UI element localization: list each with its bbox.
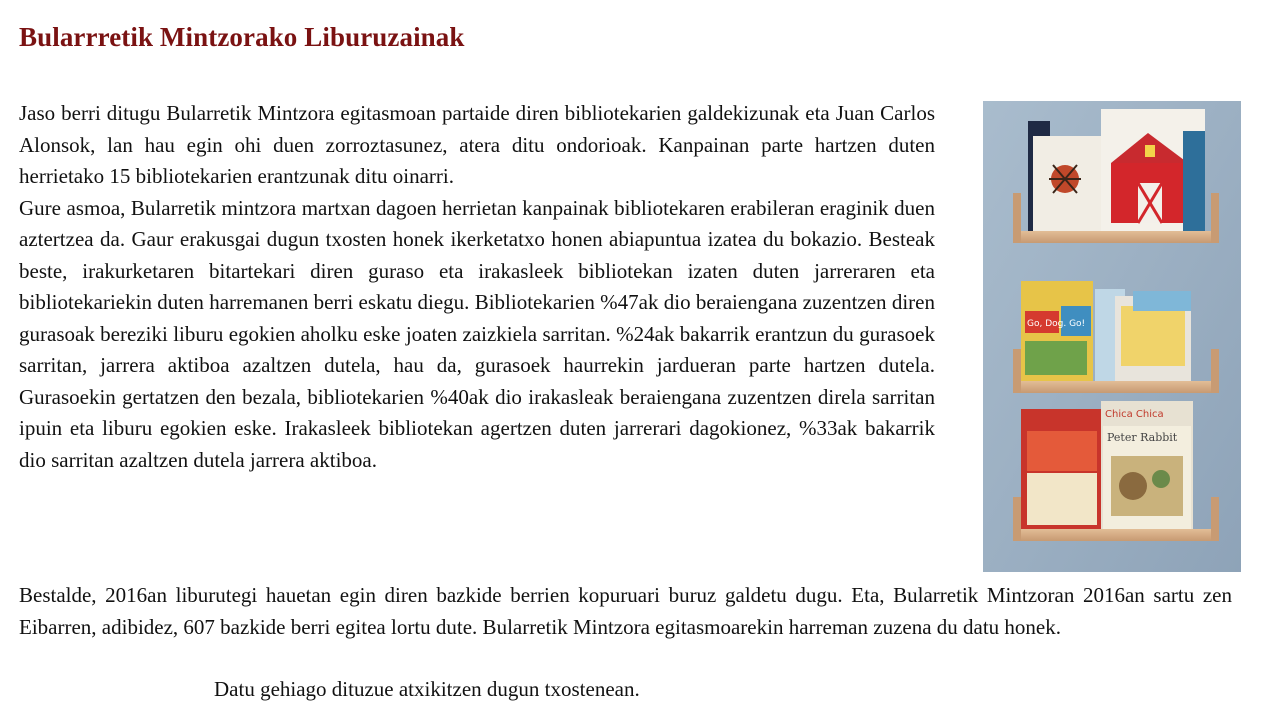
- paragraph-3: Bestalde, 2016an liburutegi hauetan egin diren bazkide berrien kopuruari buruz galdetu dugu. Eta, Bularretik Mintzoran 2016an sartu zen Eibarren, adibidez, 607 bazkide berri egitea lortu dute. Bularretik Mintzora egitasmoarekin harreman zuzena du datu honek.: [19, 583, 1232, 639]
- shelf-3-books: [1021, 401, 1193, 529]
- paragraph-2: Gure asmoa, Bularretik mintzora martxan dagoen herrietan kanpainak bibliotekaren erabileran eraginik duen aztertzea da. Gaur erakusgai dugun txosten honek ikerketatxo honen abiapuntua izatea du bokazio. Besteak beste, irakurketaren bitartekari diren guraso eta irakasleek bibliotekan izaten duten jarreraren eta bibliotekariekin duten harremanen berri eskatu diegu. Bibliotekarien %47ak dio beraiengana zuzentzen diren gurasoak bereziki liburu egokien aholku eske joaten zaizkiela sarritan. %24ak bakarrik erantzun du gurasoek sarritan, jarrera aktiboa azaltzen dutela, hau da, gurasoek haurrekin jardueran parte hartzen dutela. Gurasoekin gertatzen den bezala, bibliotekarien %40ak dio irakasleak beraiengana zuzentzen direla sarritan ipuin eta liburu egokien eske. Irakasleek bibliotekan agertzen duten jarrerari dagokionez, %33ak bakarrik dio sarritan azaltzen dutela jarrera aktiboa.: [19, 195, 935, 472]
- bookshelf-photo: [983, 101, 1241, 572]
- go-dog-go-label: Go, Dog. Go!: [1027, 319, 1086, 329]
- page-title: Bularrretik Mintzorako Liburuzainak: [19, 22, 465, 52]
- chica-label: Chica Chica: [1105, 409, 1164, 420]
- peter-rabbit-label: Peter Rabbit: [1107, 431, 1178, 444]
- paragraph-4: Datu gehiago dituzue atxikitzen dugun txostenean.: [214, 677, 640, 701]
- shelf-2-books: [1021, 281, 1191, 381]
- paragraph-1: Jaso berri ditugu Bularretik Mintzora egitasmoan partaide diren bibliotekarien galdekizunak eta Juan Carlos Alonsok, lan hau egin ohi duen zorroztasunez, atera ditu ondorioak. Kanpainan parte hartzen duten herrietako 15 bibliotekarien erantzunak ditu oinarri.: [19, 101, 935, 188]
- intro-text: [19, 98, 935, 476]
